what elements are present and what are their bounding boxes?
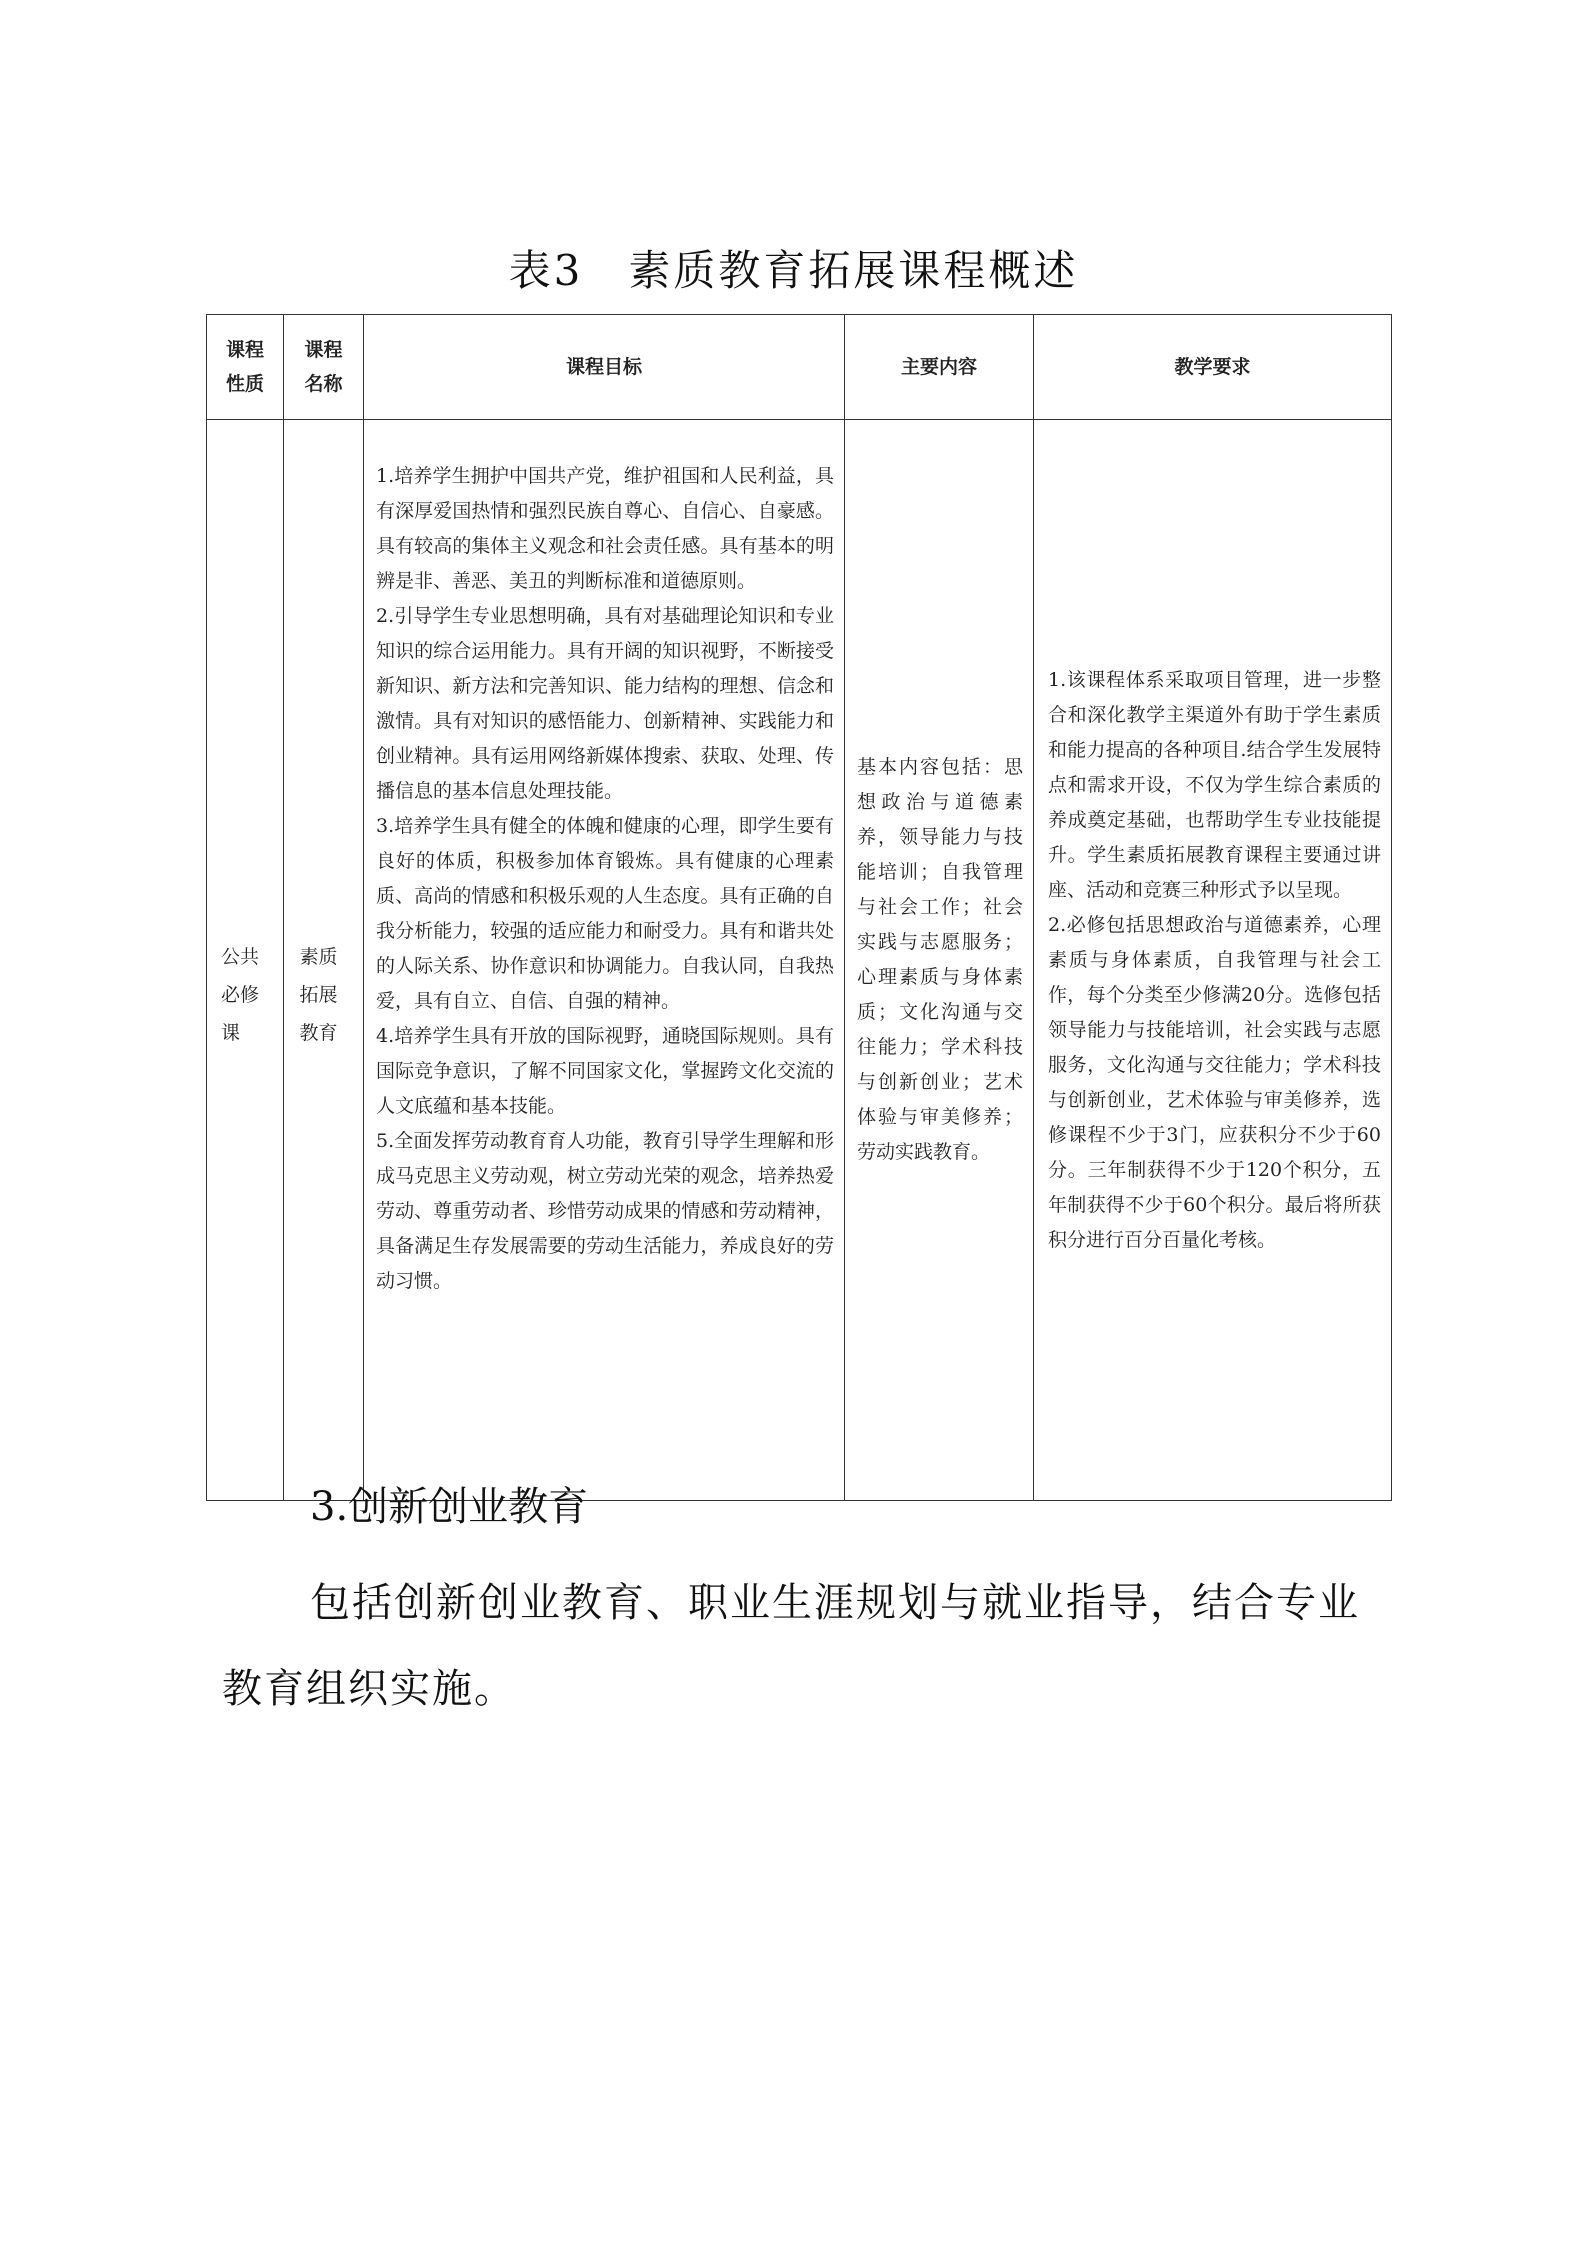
header-course-name: 课程名称 xyxy=(284,315,364,420)
section-heading: 3.创新创业教育 xyxy=(310,1484,589,1530)
table-title: 表3 素质教育拓展课程概述 xyxy=(508,246,1079,295)
table-header-row xyxy=(207,315,1392,420)
course-nature-text: 公共必修课 xyxy=(221,946,260,1044)
goal-item-3: 3.培养学生具有健全的体魄和健康的心理，即学生要有良好的体质，积极参加体育锻炼。具有健康的心理素质、高尚的情感和积极乐观的人生态度。具有正确的自我分析能力，较强的适应能力和耐受力。具有和谐共处的人际关系、协作意识和协调能力。自我认同，自我热爱，具有自立、自信、自强的精神。 xyxy=(376,815,834,1012)
course-name-text: 素质拓展教育 xyxy=(299,946,338,1044)
cell-course-goals xyxy=(364,420,845,1501)
cell-main-content xyxy=(845,420,1034,1501)
cell-course-nature xyxy=(207,420,284,1501)
requirement-item-2: 2.必修包括思想政治与道德素养，心理素质与身体素质，自我管理与社会工作，每个分类至少修满20分。选修包括领导能力与技能培训，社会实践与志愿服务，文化沟通与交往能力；学术科技与创新创业，艺术体验与审美修养，选修课程不少于3门，应获积分不少于60分。三年制获得不少于120个积分，五年制获得不少于60个积分。最后将所获积分进行百分百量化考核。 xyxy=(1048,913,1381,1251)
goal-item-1: 1.培养学生拥护中国共产党，维护祖国和人民利益，具有深厚爱国热情和强烈民族自尊心、自信心、自豪感。具有较高的集体主义观念和社会责任感。具有基本的明辨是非、善恶、美丑的判断标准和道德原则。 xyxy=(376,465,834,592)
header-course-nature: 课程性质 xyxy=(207,315,284,420)
header-main-content: 主要内容 xyxy=(845,315,1034,420)
goal-item-4: 4.培养学生具有开放的国际视野，通晓国际规则。具有国际竞争意识，了解不同国家文化，掌握跨文化交流的人文底蕴和基本技能。 xyxy=(376,1025,834,1117)
requirement-item-1: 1.该课程体系采取项目管理，进一步整合和深化教学主渠道外有助于学生素质和能力提高的各种项目.结合学生发展特点和需求开设，不仅为学生综合素质的养成奠定基础，也帮助学生专业技能提升。学生素质拓展教育课程主要通过讲座、活动和竞赛三种形式予以呈现。 xyxy=(1048,668,1381,901)
course-overview-table xyxy=(206,314,1392,1501)
header-course-goals: 课程目标 xyxy=(364,315,845,420)
table-row xyxy=(207,420,1392,1501)
cell-course-name xyxy=(284,420,364,1501)
section-body-text: 包括创新创业教育、职业生涯规划与就业指导，结合专业教育组织实施。 xyxy=(222,1580,1360,1712)
goal-item-5: 5.全面发挥劳动教育育人功能，教育引导学生理解和形成马克思主义劳动观，树立劳动光荣的观念，培养热爱劳动、尊重劳动者、珍惜劳动成果的情感和劳动精神，具备满足生存发展需要的劳动生活能力，养成良好的劳动习惯。 xyxy=(376,1130,834,1292)
cell-teaching-requirements xyxy=(1034,420,1392,1501)
header-teaching-requirements: 教学要求 xyxy=(1034,315,1392,420)
goal-item-2: 2.引导学生专业思想明确，具有对基础理论知识和专业知识的综合运用能力。具有开阔的知识视野，不断接受新知识、新方法和完善知识、能力结构的理想、信念和激情。具有对知识的感悟能力、创新精神、实践能力和创业精神。具有运用网络新媒体搜索、获取、处理、传播信息的基本信息处理技能。 xyxy=(376,605,834,802)
main-content-text: 基本内容包括：思想政治与道德素养，领导能力与技能培训；自我管理与社会工作；社会实践与志愿服务；心理素质与身体素质；文化沟通与交往能力；学术科技与创新创业；艺术体验与审美修养；劳动实践教育。 xyxy=(857,756,1023,1163)
